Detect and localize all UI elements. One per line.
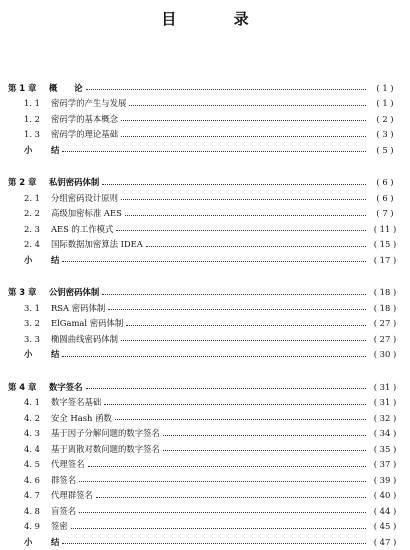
dot-leader [96, 497, 366, 498]
chapter-gap [0, 158, 410, 175]
chapter-entry-title: 私钥密码体制 [49, 177, 100, 188]
section-entry[interactable] [0, 472, 410, 488]
section-entry[interactable] [0, 441, 410, 457]
section-entry[interactable] [0, 300, 410, 316]
section-entry-number: 4. 3 [24, 428, 40, 439]
section-entry-number: 3. 3 [24, 333, 40, 344]
section-entry[interactable] [0, 503, 410, 519]
dot-leader [62, 261, 366, 262]
section-entry-number: 1. 3 [24, 129, 40, 140]
section-entry[interactable] [0, 206, 410, 222]
summary-entry-title: 结 [51, 349, 60, 360]
chapter-entry-title: 数字签名 [49, 381, 83, 392]
summary-entry-title: 结 [51, 536, 60, 547]
section-entry-number: 4. 2 [24, 412, 40, 423]
summary-entry[interactable] [0, 142, 410, 158]
section-entry-number: 4. 8 [24, 505, 40, 516]
section-entry-number: 4. 5 [24, 459, 40, 470]
chapter-entry-title: 公钥密码体制 [49, 287, 100, 298]
dot-leader [102, 294, 366, 295]
dot-leader [102, 184, 366, 185]
section-entry-title: 分组密码设计原则 [51, 192, 118, 203]
section-entry-number: 3. 2 [24, 318, 40, 329]
dot-leader [121, 120, 366, 121]
summary-entry-number: 小 [24, 536, 33, 547]
section-entry-page: ( 27 ) [373, 333, 397, 344]
section-entry-page: ( 32 ) [373, 412, 397, 423]
dot-leader [163, 450, 366, 451]
section-entry-title: 群签名 [51, 474, 77, 485]
dot-leader [125, 215, 366, 216]
dot-leader [129, 105, 366, 106]
chapter-entry[interactable] [0, 80, 410, 96]
section-entry-title: 签密 [51, 521, 68, 532]
section-entry[interactable] [0, 316, 410, 332]
table-of-contents [0, 80, 410, 550]
dot-leader [121, 340, 366, 341]
summary-entry-page: ( 17 ) [373, 254, 397, 265]
section-entry-number: 1. 1 [24, 98, 40, 109]
summary-entry[interactable] [0, 252, 410, 268]
section-entry-page: ( 1 ) [376, 98, 394, 109]
dot-leader [62, 151, 366, 152]
chapter-entry-page: ( 6 ) [376, 177, 394, 188]
section-entry-number: 2. 4 [24, 239, 40, 250]
section-entry-page: ( 2 ) [376, 113, 394, 124]
section-entry-page: ( 11 ) [373, 223, 397, 234]
section-entry-title: 数字签名基础 [51, 397, 102, 408]
summary-entry[interactable] [0, 534, 410, 550]
section-entry-title: ElGamal 密码体制 [51, 318, 124, 329]
section-entry-number: 4. 7 [24, 490, 40, 501]
summary-entry-title: 结 [51, 254, 60, 265]
section-entry-page: ( 3 ) [376, 129, 394, 140]
section-entry[interactable] [0, 111, 410, 127]
section-entry[interactable] [0, 457, 410, 473]
section-entry-title: 基于因子分解问题的数字签名 [51, 428, 160, 439]
section-entry-title: 密码学的基本概念 [51, 113, 118, 124]
section-entry-number: 2. 1 [24, 192, 40, 203]
section-entry[interactable] [0, 519, 410, 535]
chapter-gap [0, 362, 410, 379]
dot-leader [104, 404, 366, 405]
dot-leader [86, 89, 366, 90]
summary-entry-number: 小 [24, 254, 33, 265]
summary-entry-title: 结 [51, 144, 60, 155]
section-entry-page: ( 40 ) [373, 490, 397, 501]
section-entry[interactable] [0, 410, 410, 426]
dot-leader [146, 246, 366, 247]
dot-leader [86, 388, 366, 389]
chapter-entry-number: 第 3 章 [8, 287, 37, 298]
section-entry-page: ( 39 ) [373, 474, 397, 485]
chapter-entry-number: 第 4 章 [8, 381, 37, 392]
summary-entry-number: 小 [24, 349, 33, 360]
section-entry-page: ( 37 ) [373, 459, 397, 470]
section-entry-title: 密码学的理论基础 [51, 129, 118, 140]
chapter-entry-number: 第 1 章 [8, 82, 37, 93]
section-entry-title: 安全 Hash 函数 [51, 412, 112, 423]
chapter-entry-title: 概 论 [49, 82, 83, 93]
summary-entry-page: ( 47 ) [373, 536, 397, 547]
summary-entry[interactable] [0, 347, 410, 363]
section-entry-page: ( 27 ) [373, 318, 397, 329]
section-entry[interactable] [0, 190, 410, 206]
section-entry-number: 4. 4 [24, 443, 40, 454]
section-entry-title: 基于离散对数问题的数字签名 [51, 443, 160, 454]
dot-leader [115, 419, 366, 420]
section-entry-page: ( 35 ) [373, 443, 397, 454]
summary-entry-page: ( 5 ) [376, 144, 394, 155]
section-entry-page: ( 7 ) [376, 208, 394, 219]
section-entry[interactable] [0, 221, 410, 237]
section-entry[interactable] [0, 96, 410, 112]
chapter-entry-page: ( 1 ) [376, 82, 394, 93]
section-entry-title: AES 的工作模式 [51, 223, 114, 234]
section-entry-title: 密码学的产生与发展 [51, 98, 127, 109]
section-entry-title: 盲签名 [51, 505, 77, 516]
summary-entry-number: 小 [24, 144, 33, 155]
chapter-entry[interactable] [0, 379, 410, 395]
section-entry[interactable] [0, 395, 410, 411]
section-entry-page: ( 34 ) [373, 428, 397, 439]
section-entry-page: ( 18 ) [373, 302, 397, 313]
section-entry[interactable] [0, 488, 410, 504]
chapter-entry[interactable] [0, 175, 410, 191]
section-entry-page: ( 15 ) [373, 239, 397, 250]
chapter-entry-page: ( 18 ) [373, 287, 397, 298]
chapter-entry-page: ( 31 ) [373, 381, 397, 392]
section-entry-title: 椭圆曲线密码体制 [51, 333, 118, 344]
summary-entry-page: ( 30 ) [373, 349, 397, 360]
section-entry-page: ( 31 ) [373, 397, 397, 408]
section-entry-page: ( 6 ) [376, 192, 394, 203]
section-entry[interactable] [0, 331, 410, 347]
section-entry-title: 代理群签名 [51, 490, 93, 501]
dot-leader [71, 528, 366, 529]
section-entry[interactable] [0, 426, 410, 442]
dot-leader [88, 466, 366, 467]
dot-leader [163, 435, 366, 436]
section-entry[interactable] [0, 127, 410, 143]
dot-leader [121, 136, 366, 137]
section-entry-number: 4. 6 [24, 474, 40, 485]
dot-leader [62, 356, 366, 357]
section-entry-number: 2. 2 [24, 208, 40, 219]
section-entry-number: 4. 1 [24, 397, 40, 408]
section-entry-title: RSA 密码体制 [51, 302, 106, 313]
dot-leader [62, 543, 366, 544]
dot-leader [116, 230, 366, 231]
section-entry-title: 国际数据加密算法 IDEA [51, 239, 143, 250]
section-entry-title: 代理签名 [51, 459, 85, 470]
section-entry-number: 3. 1 [24, 302, 40, 313]
dot-leader [126, 325, 366, 326]
dot-leader [79, 481, 366, 482]
chapter-gap [0, 268, 410, 285]
section-entry-number: 2. 3 [24, 223, 40, 234]
section-entry-number: 4. 9 [24, 521, 40, 532]
chapter-entry[interactable] [0, 285, 410, 301]
section-entry[interactable] [0, 237, 410, 253]
chapter-entry-number: 第 2 章 [8, 177, 37, 188]
section-entry-page: ( 45 ) [373, 521, 397, 532]
section-entry-page: ( 44 ) [373, 505, 397, 516]
section-entry-number: 1. 2 [24, 113, 40, 124]
dot-leader [108, 309, 366, 310]
dot-leader [121, 199, 366, 200]
dot-leader [79, 512, 366, 513]
page-title: 目 录 [161, 10, 275, 28]
section-entry-title: 高级加密标准 AES [51, 208, 122, 219]
